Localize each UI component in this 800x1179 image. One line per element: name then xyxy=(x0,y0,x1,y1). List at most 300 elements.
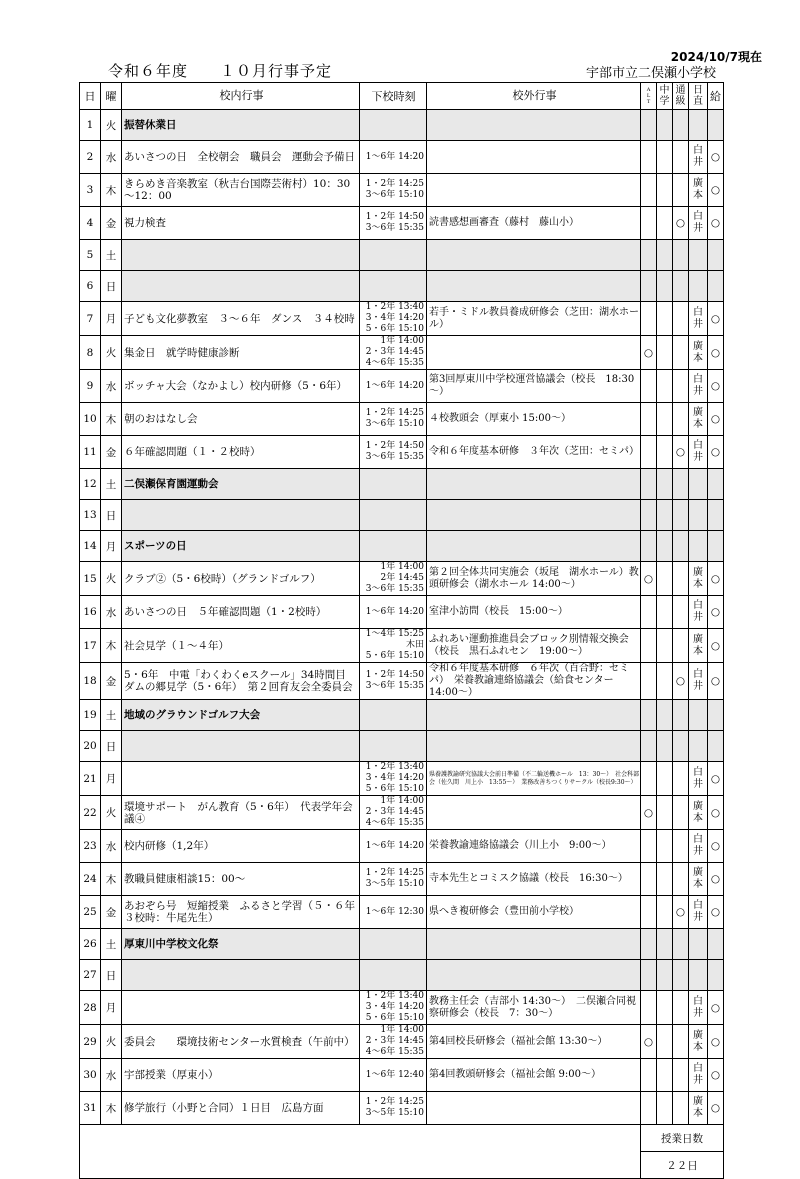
inschool-cell: 宇部授業（厚東小） xyxy=(122,1059,360,1092)
outschool-cell: 若手・ミドル教員養成研修会（芝田：湖水ホール） xyxy=(427,302,641,336)
inschool-cell: 地域のグラウンドゴルフ大会 xyxy=(122,700,360,731)
tsukyu-cell xyxy=(673,863,689,896)
tsukyu-cell: ○ xyxy=(673,663,689,700)
col-kyushoku: 給 xyxy=(708,83,724,110)
kyushoku-cell: ○ xyxy=(708,991,724,1025)
outschool-cell: 第4回校長研修会（福祉会館 13:30～） xyxy=(427,1025,641,1059)
tsukyu-cell xyxy=(673,1092,689,1125)
inschool-cell xyxy=(122,991,360,1025)
chugaku-cell xyxy=(657,1059,673,1092)
outschool-cell: ふれあい運動推進員会ブロック別情報交換会（校長 黒石ふれセン 19:00～） xyxy=(427,629,641,663)
day-cell: 30 xyxy=(80,1059,101,1092)
outschool-cell xyxy=(427,336,641,370)
inschool-cell xyxy=(122,731,360,762)
alt-cell xyxy=(641,403,657,436)
alt-cell xyxy=(641,531,657,562)
inschool-cell xyxy=(122,960,360,991)
day-cell: 2 xyxy=(80,141,101,174)
kyushoku-cell: ○ xyxy=(708,370,724,403)
tsukyu-cell xyxy=(673,1059,689,1092)
chugaku-cell xyxy=(657,896,673,929)
table-row xyxy=(80,207,724,240)
kyushoku-cell xyxy=(708,110,724,141)
dow-cell: 日 xyxy=(101,271,122,302)
nicchoku-cell xyxy=(689,271,708,302)
day-cell: 25 xyxy=(80,896,101,929)
chugaku-cell xyxy=(657,436,673,469)
alt-cell xyxy=(641,762,657,796)
inschool-cell: 5・6年 中電「わくわくeスクール」34時間目 ダムの郷見学（5・6年） 第２回育友会全委員会 xyxy=(122,663,360,700)
nicchoku-cell: 廣 本 xyxy=(689,174,708,207)
chugaku-cell xyxy=(657,1025,673,1059)
nicchoku-cell: 廣 本 xyxy=(689,796,708,830)
tsukyu-cell: ○ xyxy=(673,436,689,469)
day-cell: 6 xyxy=(80,271,101,302)
dow-cell: 月 xyxy=(101,991,122,1025)
dow-cell: 土 xyxy=(101,240,122,271)
dow-cell: 日 xyxy=(101,731,122,762)
tsv-label: 通 級 xyxy=(675,85,686,107)
dow-cell: 水 xyxy=(101,830,122,863)
alt-cell xyxy=(641,830,657,863)
outschool-cell xyxy=(427,500,641,531)
dismissal-cell: 1～6年 12:30 xyxy=(360,896,427,929)
chugaku-cell xyxy=(657,629,673,663)
inschool-cell xyxy=(122,762,360,796)
nicchoku-cell: 廣 本 xyxy=(689,1025,708,1059)
nicchoku-cell xyxy=(689,531,708,562)
nicchoku-cell: 廣 本 xyxy=(689,403,708,436)
alt-cell xyxy=(641,271,657,302)
day-cell: 20 xyxy=(80,731,101,762)
dismissal-cell: 1・2年 14:25 3～6年 15:10 xyxy=(360,174,427,207)
inschool-cell xyxy=(122,500,360,531)
inschool-cell: あいさつの日 全校朝会 職員会 運動会予備日 xyxy=(122,141,360,174)
tsukyu-cell xyxy=(673,302,689,336)
table-row xyxy=(80,1025,724,1059)
dismissal-cell: 1・2年 14:50 3～6年 15:35 xyxy=(360,663,427,700)
outschool-cell: ４校教頭会（厚東小 15:00～） xyxy=(427,403,641,436)
dismissal-cell xyxy=(360,531,427,562)
nicchoku-cell: 白 井 xyxy=(689,207,708,240)
outschool-cell xyxy=(427,110,641,141)
table-row xyxy=(80,500,724,531)
kyushoku-cell xyxy=(708,240,724,271)
chugaku-cell xyxy=(657,531,673,562)
kyushoku-cell xyxy=(708,929,724,960)
nicchoku-cell: 廣 本 xyxy=(689,863,708,896)
day-cell: 17 xyxy=(80,629,101,663)
dismissal-cell xyxy=(360,731,427,762)
kyushoku-cell xyxy=(708,960,724,991)
table-row xyxy=(80,929,724,960)
dismissal-cell: 1年 14:00 2・3年 14:45 4～6年 15:35 xyxy=(360,796,427,830)
dismissal-cell: 1年 14:00 2・3年 14:45 4～6年 15:35 xyxy=(360,336,427,370)
school-days-label: 授業日数 xyxy=(641,1125,724,1152)
tsukyu-cell xyxy=(673,336,689,370)
dismissal-cell: 1・2年 14:25 3～5年 15:10 xyxy=(360,1092,427,1125)
dismissal-cell xyxy=(360,960,427,991)
table-row xyxy=(80,830,724,863)
outschool-cell: 読書感想画審査（藤村 藤山小） xyxy=(427,207,641,240)
dismissal-cell xyxy=(360,929,427,960)
col-outschool: 校外行事 xyxy=(427,83,641,110)
table-row xyxy=(80,1092,724,1125)
day-cell: 4 xyxy=(80,207,101,240)
table-row xyxy=(80,370,724,403)
outschool-cell: 第4回教頭研修会（福祉会館 9:00～） xyxy=(427,1059,641,1092)
day-cell: 1 xyxy=(80,110,101,141)
kyushoku-cell: ○ xyxy=(708,863,724,896)
alt-cell xyxy=(641,960,657,991)
chugaku-cell xyxy=(657,596,673,629)
day-cell: 8 xyxy=(80,336,101,370)
dow-cell: 水 xyxy=(101,1059,122,1092)
chugaku-cell xyxy=(657,863,673,896)
tsukyu-cell xyxy=(673,469,689,500)
inschool-cell: きらめき音楽教室（秋吉台国際芸術村）10：30～12：00 xyxy=(122,174,360,207)
nicchoku-cell: 白 井 xyxy=(689,1059,708,1092)
dow-cell: 月 xyxy=(101,762,122,796)
dismissal-cell: 1・2年 14:50 3～6年 15:35 xyxy=(360,436,427,469)
inschool-cell: ６年確認問題（１・２校時） xyxy=(122,436,360,469)
chugaku-cell xyxy=(657,174,673,207)
inschool-cell: 校内研修（1,2年） xyxy=(122,830,360,863)
kyushoku-cell xyxy=(708,469,724,500)
schedule-table xyxy=(79,82,724,1179)
day-cell: 31 xyxy=(80,1092,101,1125)
tsukyu-cell xyxy=(673,500,689,531)
kyushoku-cell: ○ xyxy=(708,1059,724,1092)
kyushoku-cell xyxy=(708,731,724,762)
chugaku-cell xyxy=(657,830,673,863)
dow-cell: 水 xyxy=(101,596,122,629)
kyushoku-cell: ○ xyxy=(708,1092,724,1125)
dow-cell: 水 xyxy=(101,141,122,174)
table-row xyxy=(80,271,724,302)
dismissal-cell xyxy=(360,271,427,302)
dow-cell: 木 xyxy=(101,629,122,663)
inschool-cell: 集金日 就学時健康診断 xyxy=(122,336,360,370)
nicchoku-cell: 白 井 xyxy=(689,762,708,796)
tsukyu-cell: ○ xyxy=(673,896,689,929)
outschool-cell: 令和６年度基本研修 ３年次（芝田：セミパ） xyxy=(427,436,641,469)
kyushoku-cell: ○ xyxy=(708,207,724,240)
tsukyu-cell xyxy=(673,991,689,1025)
kyushoku-cell xyxy=(708,531,724,562)
alt-cell xyxy=(641,207,657,240)
nicchoku-cell xyxy=(689,929,708,960)
outschool-cell: 県へき複研修会（豊田前小学校） xyxy=(427,896,641,929)
alt-cell: ○ xyxy=(641,562,657,596)
table-row xyxy=(80,991,724,1025)
kyushoku-cell: ○ xyxy=(708,562,724,596)
tsukyu-cell xyxy=(673,562,689,596)
outschool-cell xyxy=(427,531,641,562)
table-row xyxy=(80,469,724,500)
table-row xyxy=(80,302,724,336)
dow-cell: 金 xyxy=(101,663,122,700)
nicchoku-cell: 白 井 xyxy=(689,896,708,929)
chugaku-cell xyxy=(657,731,673,762)
outschool-cell xyxy=(427,174,641,207)
kyushoku-cell: ○ xyxy=(708,762,724,796)
tsukyu-cell xyxy=(673,762,689,796)
dow-cell: 土 xyxy=(101,929,122,960)
alt-cell xyxy=(641,141,657,174)
nicchoku-cell: 白 井 xyxy=(689,302,708,336)
nicchoku-cell: 白 井 xyxy=(689,991,708,1025)
dismissal-cell xyxy=(360,469,427,500)
alt-cell xyxy=(641,110,657,141)
inschool-cell: 厚東川中学校文化祭 xyxy=(122,929,360,960)
inschool-cell: 振替休業日 xyxy=(122,110,360,141)
table-row xyxy=(80,403,724,436)
alt-cell xyxy=(641,1092,657,1125)
nicchoku-cell: 白 井 xyxy=(689,436,708,469)
day-cell: 29 xyxy=(80,1025,101,1059)
dow-cell: 火 xyxy=(101,336,122,370)
kyushoku-cell: ○ xyxy=(708,436,724,469)
day-cell: 15 xyxy=(80,562,101,596)
table-row xyxy=(80,531,724,562)
alt-cell: ○ xyxy=(641,796,657,830)
nicchoku-cell: 白 井 xyxy=(689,596,708,629)
alt-cell xyxy=(641,469,657,500)
day-cell: 11 xyxy=(80,436,101,469)
day-cell: 22 xyxy=(80,796,101,830)
alt-cell xyxy=(641,370,657,403)
day-cell: 19 xyxy=(80,700,101,731)
outschool-cell xyxy=(427,731,641,762)
kyushoku-cell: ○ xyxy=(708,796,724,830)
outschool-cell: 室津小訪問（校長 15:00～） xyxy=(427,596,641,629)
dow-cell: 火 xyxy=(101,110,122,141)
nicchoku-cell xyxy=(689,731,708,762)
chv-label: 中 学 xyxy=(659,85,670,107)
nicchoku-cell: 廣 本 xyxy=(689,629,708,663)
dow-cell: 金 xyxy=(101,436,122,469)
table-row xyxy=(80,796,724,830)
page-title: 令和６年度 １０月行事予定 xyxy=(108,62,333,80)
inschool-cell: クラブ②（5・6校時）（グランドゴルフ） xyxy=(122,562,360,596)
chugaku-cell xyxy=(657,207,673,240)
kyushoku-cell xyxy=(708,271,724,302)
alt-cell xyxy=(641,596,657,629)
dow-cell: 月 xyxy=(101,531,122,562)
day-cell: 5 xyxy=(80,240,101,271)
nicchoku-cell xyxy=(689,500,708,531)
alt-cell xyxy=(641,500,657,531)
dismissal-cell: 1・2年 13:40 3・4年 14:20 5・6年 15:10 xyxy=(360,762,427,796)
kyushoku-cell: ○ xyxy=(708,663,724,700)
chugaku-cell xyxy=(657,240,673,271)
day-cell: 14 xyxy=(80,531,101,562)
chugaku-cell xyxy=(657,700,673,731)
inschool-cell: 環境サポート がん教育（5・6年） 代表学年会議④ xyxy=(122,796,360,830)
dow-cell: 金 xyxy=(101,896,122,929)
kyushoku-cell: ○ xyxy=(708,302,724,336)
col-dismissal: 下校時刻 xyxy=(360,83,427,110)
dismissal-cell xyxy=(360,700,427,731)
table-row xyxy=(80,174,724,207)
table-row xyxy=(80,141,724,174)
dismissal-cell xyxy=(360,110,427,141)
day-cell: 12 xyxy=(80,469,101,500)
tsukyu-cell xyxy=(673,271,689,302)
tsukyu-cell xyxy=(673,531,689,562)
outschool-cell xyxy=(427,141,641,174)
footer-label-row xyxy=(80,1125,724,1152)
inschool-cell: 社会見学（１～４年） xyxy=(122,629,360,663)
table-row xyxy=(80,436,724,469)
alt-cell xyxy=(641,896,657,929)
inschool-cell: 委員会 環境技術センター水質検査（午前中） xyxy=(122,1025,360,1059)
outschool-cell xyxy=(427,1092,641,1125)
table-header-row xyxy=(80,83,724,110)
col-dow: 曜 xyxy=(101,83,122,110)
nicchoku-cell: 白 井 xyxy=(689,141,708,174)
tsukyu-cell xyxy=(673,370,689,403)
dow-cell: 木 xyxy=(101,863,122,896)
day-cell: 28 xyxy=(80,991,101,1025)
outschool-cell: 県養護教諭研究協議大会前日準備（不二輪送機ホール 13：30～） 社会科部会（佐久間 川上小 13:55～） 業務改善ちつくりサークル（校長9:30～） xyxy=(427,762,641,796)
outschool-cell: 令和６年度基本研修 ６年次（百合野：セミパ） 栄養教諭連絡協議会（給食センター 14:00～） xyxy=(427,663,641,700)
dow-cell: 木 xyxy=(101,403,122,436)
alt-cell xyxy=(641,436,657,469)
day-cell: 18 xyxy=(80,663,101,700)
outschool-cell: 第２回全体共同実施会（坂尾 湖水ホール）教頭研修会（湖水ホール 14:00～） xyxy=(427,562,641,596)
kyushoku-cell: ○ xyxy=(708,629,724,663)
chugaku-cell xyxy=(657,562,673,596)
col-alt xyxy=(641,83,657,110)
dismissal-cell: 1～6年 14:20 xyxy=(360,141,427,174)
nicchoku-cell xyxy=(689,700,708,731)
dow-cell: 水 xyxy=(101,370,122,403)
as-of-date: 2024/10/7現在 xyxy=(670,50,762,64)
outschool-cell xyxy=(427,240,641,271)
school-days-value: ２２日 xyxy=(641,1152,724,1179)
dismissal-cell: 1・2年 14:25 3～5年 15:10 xyxy=(360,863,427,896)
tsukyu-cell xyxy=(673,596,689,629)
dow-cell: 土 xyxy=(101,700,122,731)
chugaku-cell xyxy=(657,370,673,403)
alt-cell xyxy=(641,929,657,960)
kyushoku-cell: ○ xyxy=(708,896,724,929)
tsukyu-cell xyxy=(673,830,689,863)
kyushoku-cell: ○ xyxy=(708,174,724,207)
outschool-cell: 第3回厚東川中学校運営協議会（校長 18:30～） xyxy=(427,370,641,403)
tsukyu-cell xyxy=(673,960,689,991)
table-row xyxy=(80,596,724,629)
chugaku-cell xyxy=(657,403,673,436)
tsukyu-cell xyxy=(673,174,689,207)
outschool-cell xyxy=(427,929,641,960)
day-cell: 26 xyxy=(80,929,101,960)
dismissal-cell: 1～4年 15:25 木田 5・6年 15:10 xyxy=(360,629,427,663)
alt-cell xyxy=(641,731,657,762)
dismissal-cell: 1～6年 14:20 xyxy=(360,830,427,863)
outschool-cell: 寺本先生とコミスク協議（校長 16:30～） xyxy=(427,863,641,896)
day-cell: 16 xyxy=(80,596,101,629)
dismissal-cell: 1・2年 14:50 3～6年 15:35 xyxy=(360,207,427,240)
dismissal-cell xyxy=(360,500,427,531)
kyushoku-cell: ○ xyxy=(708,830,724,863)
inschool-cell: 視力検査 xyxy=(122,207,360,240)
chugaku-cell xyxy=(657,500,673,531)
kyushoku-cell: ○ xyxy=(708,596,724,629)
table-row xyxy=(80,863,724,896)
dow-cell: 土 xyxy=(101,469,122,500)
dismissal-cell: 1・2年 13:40 3・4年 14:20 5・6年 15:10 xyxy=(360,991,427,1025)
school-name: 宇部市立二俣瀬小学校 xyxy=(585,66,716,81)
dow-cell: 火 xyxy=(101,1025,122,1059)
dismissal-cell: 1年 14:00 2・3年 14:45 4～6年 15:35 xyxy=(360,1025,427,1059)
alt-cell: ○ xyxy=(641,336,657,370)
dow-cell: 火 xyxy=(101,796,122,830)
tsukyu-cell xyxy=(673,110,689,141)
inschool-cell: 二俣瀬保育園運動会 xyxy=(122,469,360,500)
inschool-cell: あおぞら号 短縮授業 ふるさと学習（５・６年３校時：牛尾先生） xyxy=(122,896,360,929)
chugaku-cell xyxy=(657,929,673,960)
alt-cell xyxy=(641,991,657,1025)
nicchoku-cell xyxy=(689,110,708,141)
dismissal-cell: 1・2年 13:40 3・4年 14:20 5・6年 15:10 xyxy=(360,302,427,336)
tsukyu-cell xyxy=(673,629,689,663)
table-row xyxy=(80,1059,724,1092)
dow-cell: 金 xyxy=(101,207,122,240)
inschool-cell: 修学旅行（小野と合同）１日目 広島方面 xyxy=(122,1092,360,1125)
nicchoku-cell: 廣 本 xyxy=(689,1092,708,1125)
chugaku-cell xyxy=(657,991,673,1025)
alt-cell xyxy=(641,240,657,271)
col-inschool: 校内行事 xyxy=(122,83,360,110)
table-row xyxy=(80,960,724,991)
nicchoku-cell xyxy=(689,469,708,500)
inschool-cell: ボッチャ大会（なかよし）校内研修（5・6年） xyxy=(122,370,360,403)
outschool-cell xyxy=(427,960,641,991)
day-cell: 7 xyxy=(80,302,101,336)
nicchoku-cell xyxy=(689,960,708,991)
chugaku-cell xyxy=(657,336,673,370)
alt-cell xyxy=(641,863,657,896)
tsukyu-cell xyxy=(673,141,689,174)
col-tsukyu xyxy=(673,83,689,110)
alt-cell xyxy=(641,302,657,336)
inschool-cell xyxy=(122,240,360,271)
outschool-cell: 栄養教諭連絡協議会（川上小 9:00～） xyxy=(427,830,641,863)
table-row xyxy=(80,663,724,700)
inschool-cell: 朝のおはなし会 xyxy=(122,403,360,436)
dismissal-cell: 1～6年 14:20 xyxy=(360,370,427,403)
kyushoku-cell: ○ xyxy=(708,141,724,174)
alt-cell xyxy=(641,174,657,207)
day-cell: 27 xyxy=(80,960,101,991)
table-row xyxy=(80,629,724,663)
alt-cell xyxy=(641,629,657,663)
tsukyu-cell xyxy=(673,796,689,830)
tsukyu-cell xyxy=(673,731,689,762)
dismissal-cell: 1年 14:00 2年 14:45 3～6年 15:35 xyxy=(360,562,427,596)
dow-cell: 木 xyxy=(101,174,122,207)
inschool-cell: あいさつの日 ５年確認問題（1・2校時） xyxy=(122,596,360,629)
kyushoku-cell xyxy=(708,500,724,531)
kyushoku-cell: ○ xyxy=(708,403,724,436)
chugaku-cell xyxy=(657,796,673,830)
tsukyu-cell xyxy=(673,929,689,960)
table-row xyxy=(80,562,724,596)
dow-cell: 月 xyxy=(101,302,122,336)
